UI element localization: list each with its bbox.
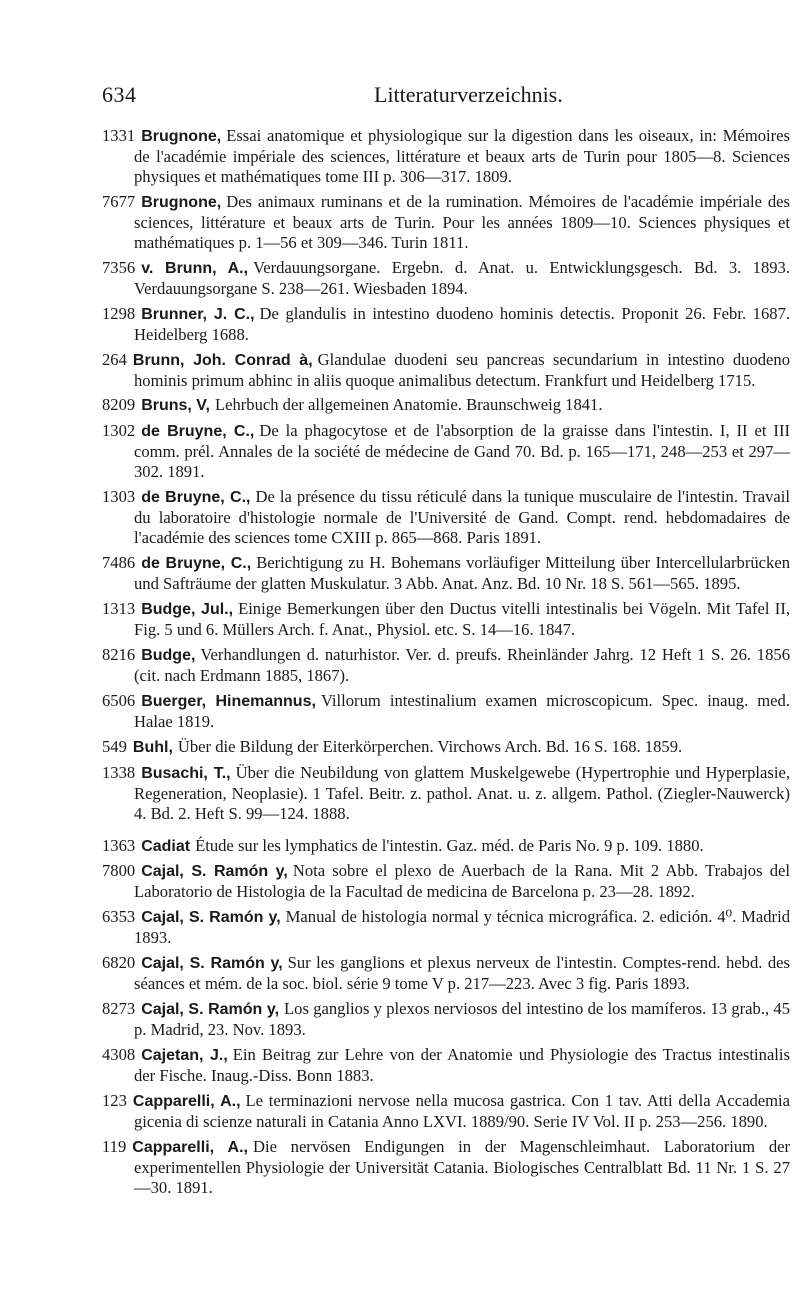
entry-text: Verhandlungen d. naturhistor. Ver. d. preufs. Rheinländer Jahrg. 12 Heft 1 S. 26. 1856 (cit. nach Erdmann 1885, 1867).: [134, 644, 790, 685]
entry-author: Brugnone,: [141, 128, 222, 145]
entry-text: Lehrbuch der allgemeinen Anatomie. Braunschweig 1841.: [214, 395, 603, 415]
entry-number: 264: [102, 349, 127, 369]
entry-number: 1303: [102, 487, 136, 507]
entry-number: 6820: [102, 953, 136, 973]
entry-number: 1363: [102, 835, 136, 855]
entry-author: Buhl,: [132, 738, 173, 756]
bibliography-entry: [102, 1091, 790, 1132]
entry-number: 1302: [102, 421, 136, 441]
entry-text: De la présence du tissu réticulé dans la tunique musculaire de l'intestin. Travail du laboratoire d'histologie normale de l'Université de Gand. Compt. rend. hebdomadaires de l'académie des sciences tome CXIII p. 865—868. Paris 1891.: [134, 487, 791, 548]
entry-text: Die nervösen Endigungen in der Magenschleimhaut. Laboratorium der experimentellen Physiologie der Universität Catania. Biologisches Centralblatt Bd. 11 Nr. 1 S. 27—30. 1891.: [134, 1136, 791, 1197]
entry-number: 4308: [102, 1045, 136, 1065]
entry-author: Cajetan, J.,: [141, 1047, 228, 1065]
bibliography-entry: [102, 999, 790, 1040]
entry-text: Berichtigung zu H. Bohemans vorläufiger Mitteilung über Intercellularbrücken und Safträume der glatten Muskulatur. 3 Abb. Anat. Anz. Bd. 10 Nr. 18 S. 561—565. 1895.: [134, 553, 791, 594]
entry-text: Le terminazioni nervose nella mucosa gastrica. Con 1 tav. Atti della Accademia gicenia di scienze naturali in Catania Anno LXVI. 1889/90. Serie IV Vol. II p. 253—256. 1890.: [134, 1090, 790, 1131]
entry-text: Über die Neubildung von glattem Muskelgewebe (Hypertrophie und Hyperplasie, Regeneration, Neoplasie). 1 Tafel. Beitr. z. pathol. Anat. u. z. allgem. Pathol. (Ziegler-Nauwerck) 4. Bd. 2. Heft S. 99—124. 1888.: [134, 762, 790, 823]
bibliography-entry: [102, 737, 790, 758]
entry-author: Bruns, V,: [141, 397, 210, 415]
bibliography-entry: [102, 599, 790, 640]
bibliography-entry: [102, 645, 790, 686]
entry-author: Busachi, T.,: [141, 764, 231, 782]
entry-text: Des animaux ruminans et de la rumination. Mémoires de l'académie impériale des sciences, littérature et beaux arts de Turin. Pour les années 1809—10. Sciences physiques et mathématiques p. 1—56 et 309—346. Turin 1811.: [134, 191, 790, 252]
entry-author: de Bruyne, C.,: [141, 489, 251, 507]
entry-author: Capparelli, A.,: [132, 1092, 241, 1110]
entry-number: 6353: [102, 907, 136, 927]
entry-author: Buerger, Hinemannus,: [141, 692, 316, 710]
bibliography-entry: [102, 861, 790, 902]
bibliography-entry: [102, 553, 790, 594]
entry-author: Cajal, S. Ramón y,: [141, 863, 288, 881]
entry-number: 1331: [102, 126, 136, 145]
entry-number: 1338: [102, 762, 136, 782]
bibliography-entry: [102, 763, 790, 824]
entry-text: Essai anatomique et physiologique sur la digestion dans les oiseaux, in: Mémoires de l'académie impériale des sciences, littérature et beaux arts de Turin pour 1805—8. Sciences physiques et mathématiques tome III p. 306—317. 1809.: [134, 126, 790, 186]
bibliography-entry: [102, 836, 790, 857]
entry-author: de Bruyne, C.,: [141, 423, 255, 441]
entry-number: 1298: [102, 303, 136, 323]
bibliography-entry: [102, 421, 790, 482]
page-number: 634: [102, 82, 137, 107]
bibliography-list: [102, 126, 790, 1203]
entry-number: 7677: [102, 191, 136, 211]
entry-text: Villorum intestinalium examen microscopicum. Spec. inaug. med. Halae 1819.: [134, 690, 790, 731]
entry-text: Sur les ganglions et plexus nerveux de l'intestin. Comptes-rend. hebd. des séances et mém. de la soc. biol. série 9 tome V p. 217—223. Avec 3 fig. Paris 1893.: [134, 953, 790, 994]
entry-number: 7356: [102, 257, 136, 277]
page-header: [102, 82, 792, 112]
entry-author: Budge, Jul.,: [141, 601, 234, 619]
entry-text: De glandulis in intestino duodeno hominis detectis. Proponit 26. Febr. 1687. Heidelberg 1688.: [134, 303, 791, 344]
entry-text: Glandulae duodeni seu pancreas secundarium in intestino duodeno hominis primum abhinc in aliis quoque animalibus detectum. Frankfurt und Heidelberg 1715.: [134, 349, 790, 390]
bibliography-entry: [102, 258, 790, 299]
entry-text: Nota sobre el plexo de Auerbach de la Rana. Mit 2 Abb. Trabajos del Laboratorio de Histologia de la Facultad de medicina de Barcelona p. 23—28. 1892.: [134, 861, 790, 902]
bibliography-entry: [102, 1045, 790, 1086]
bibliography-entry: [102, 487, 790, 548]
bibliography-entry: [102, 907, 790, 948]
entry-author: Brunner, J. C.,: [141, 305, 255, 323]
running-title: Litteraturverzeichnis.: [374, 82, 563, 107]
entry-number: 549: [102, 736, 127, 756]
entry-number: 123: [102, 1090, 127, 1110]
bibliography-entry: [102, 304, 790, 345]
bibliography-entry: [102, 953, 790, 994]
bibliography-entry: [102, 691, 790, 732]
entry-number: 7486: [102, 553, 136, 573]
entry-author: Cajal, S. Ramón y,: [141, 1001, 280, 1019]
entry-author: Cajal, S. Ramón y,: [141, 955, 283, 973]
entry-author: v. Brunn, A.,: [141, 259, 249, 277]
bibliography-entry: [102, 126, 790, 187]
entry-text: De la phagocytose et de l'absorption de la graisse dans l'intestin. I, II et III comm. prél. Annales de la société de médecine de Gand 70. Bd. p. 165—171, 248—253 et 297—302. 1891.: [134, 421, 791, 482]
entry-author: Budge,: [141, 646, 196, 664]
entry-text: Manual de histologia normal y técnica micrográfica. 2. edición. 4⁰. Madrid 1893.: [134, 907, 790, 948]
entry-author: Brunn, Joh. Conrad à,: [132, 351, 313, 369]
entry-author: Brugnone,: [141, 193, 222, 211]
entry-text: Verdauungsorgane. Ergebn. d. Anat. u. Entwicklungsgesch. Bd. 3. 1893. Verdauungsorgane S. 238—261. Wiesbaden 1894.: [134, 257, 790, 298]
entry-author: Capparelli, A.,: [132, 1138, 248, 1156]
entry-author: Cajal, S. Ramón y,: [141, 909, 281, 927]
entry-author: de Bruyne, C.,: [141, 555, 252, 573]
entry-number: 7800: [102, 861, 136, 881]
bibliography-entry: [102, 395, 790, 416]
entry-number: 8273: [102, 999, 136, 1019]
bibliography-entry: [102, 192, 790, 253]
bibliography-entry: [102, 350, 790, 391]
entry-text: Los ganglios y plexos nerviosos del intestino de los mamíferos. 13 grab., 45 p. Madrid, 23. Nov. 1893.: [134, 999, 790, 1040]
entry-author: Cadiat: [141, 837, 191, 855]
entry-number: 8216: [102, 644, 136, 664]
entry-number: 8209: [102, 395, 136, 415]
entry-text: Étude sur les lymphatics de l'intestin. Gaz. méd. de Paris No. 9 p. 109. 1880.: [195, 835, 704, 855]
entry-number: 1313: [102, 599, 136, 619]
entry-number: 119: [102, 1136, 127, 1156]
entry-text: Über die Bildung der Eiterkörperchen. Virchows Arch. Bd. 16 S. 168. 1859.: [177, 736, 683, 756]
entry-text: Ein Beitrag zur Lehre von der Anatomie und Physiologie des Tractus intestinalis der Fische. Inaug.-Diss. Bonn 1883.: [134, 1045, 790, 1086]
entry-text: Einige Bemerkungen über den Ductus vitelli intestinalis bei Vögeln. Mit Tafel II, Fig. 5 und 6. Müllers Arch. f. Anat., Physiol. etc. S. 14—16. 1847.: [134, 599, 790, 640]
entry-number: 6506: [102, 690, 136, 710]
bibliography-entry: [102, 1137, 790, 1198]
